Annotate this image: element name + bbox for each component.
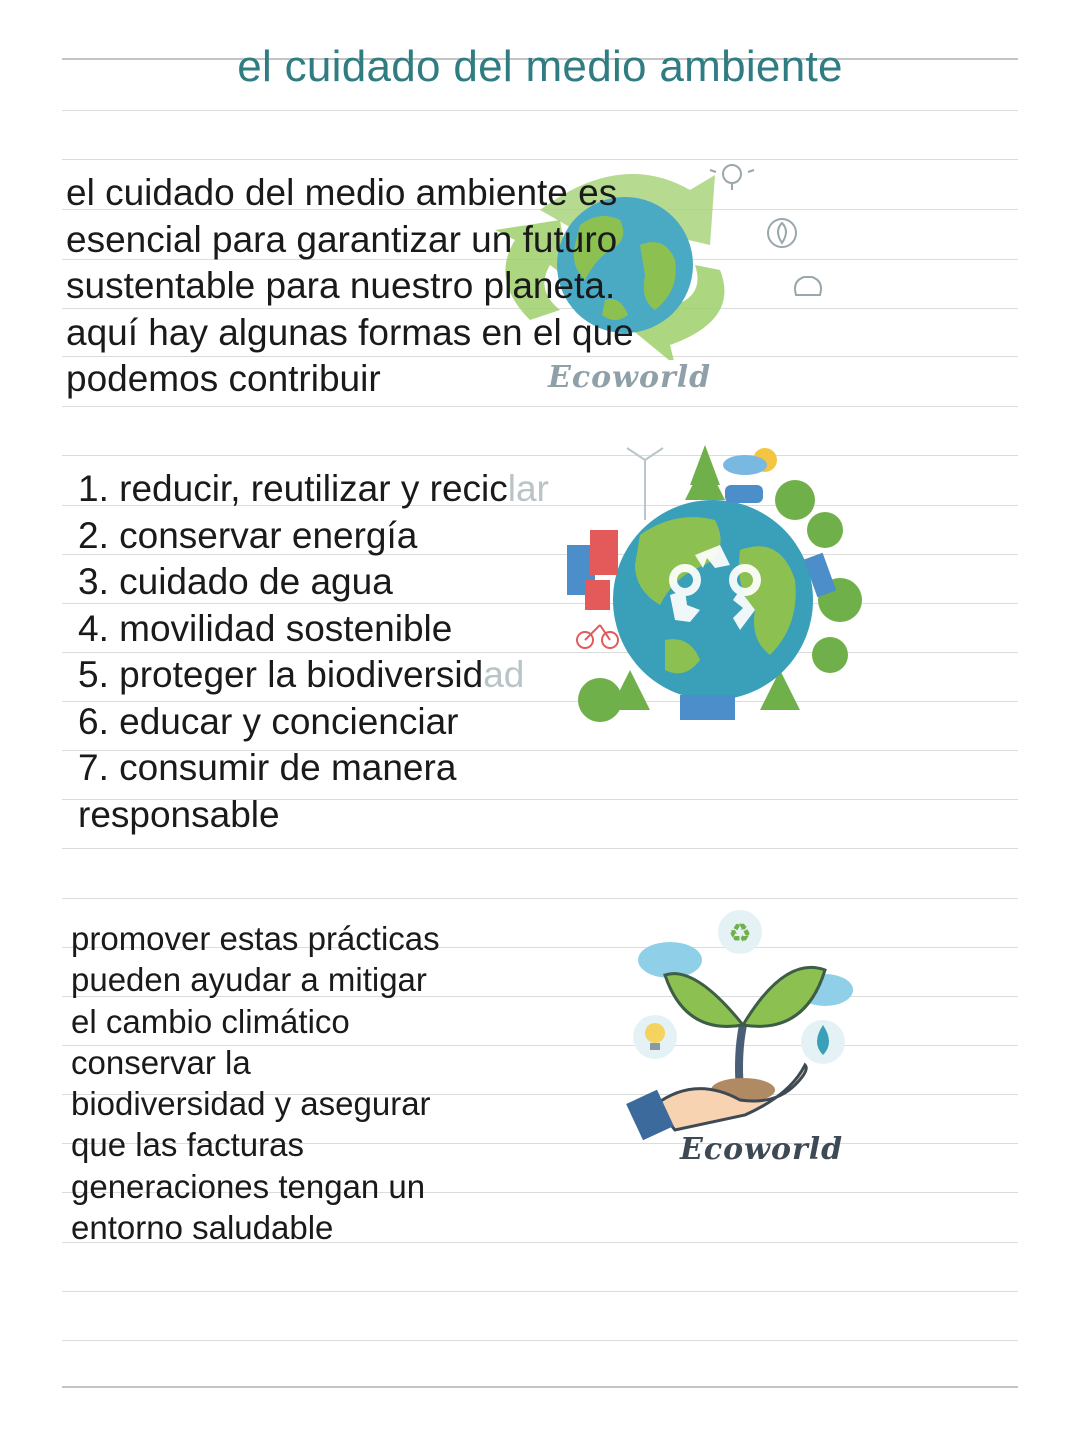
list-item: 5. proteger la biodiversidad <box>78 654 525 695</box>
closing-line: entorno saludable <box>71 1209 334 1247</box>
leaf-badge-icon <box>764 215 800 251</box>
closing-line: conservar la <box>71 1043 251 1081</box>
intro-line: sustentable para nuestro planeta. <box>66 265 616 306</box>
page-title: el cuidado del medio ambiente <box>237 42 843 91</box>
list-item: 1. reducir, reutilizar y reciclar <box>78 468 549 509</box>
list-item: 2. conservar energía <box>78 514 418 556</box>
svg-text:♻: ♻ <box>728 919 752 949</box>
brand-logo-top: Ecoworld <box>548 360 712 395</box>
list-item: 3. cuidado de agua <box>78 561 393 602</box>
closing-line: generaciones tengan un <box>71 1167 426 1205</box>
closing-line: que las facturas <box>71 1126 304 1164</box>
list-item: 4. movilidad sostenible <box>78 607 453 649</box>
closing-line: promover estas prácticas <box>71 920 440 957</box>
intro-line: podemos contribuir <box>66 358 381 399</box>
earth-with-city-and-trees-icon <box>555 440 870 740</box>
list-item: 7. consumir de manera <box>78 747 457 788</box>
list-item: 6. educar y concienciar <box>78 700 459 742</box>
closing-line: el cambio climático <box>71 1002 350 1040</box>
intro-line: esencial para garantizar un futuro <box>66 218 618 260</box>
intro-line: aquí hay algunas formas en el que <box>66 311 634 353</box>
closing-line: biodiversidad y asegurar <box>71 1085 431 1123</box>
list-item: responsable <box>78 793 280 835</box>
money-bag-icon <box>788 265 828 299</box>
intro-line: el cuidado del medio ambiente es <box>66 172 618 213</box>
closing-paragraph <box>71 918 541 1248</box>
intro-paragraph <box>66 170 716 403</box>
hand-holding-sprout-icon <box>625 905 860 1145</box>
closing-line: pueden ayudar a mitigar <box>71 961 427 999</box>
brand-logo-bottom: Ecoworld <box>680 1132 844 1167</box>
contribution-list <box>78 466 598 838</box>
